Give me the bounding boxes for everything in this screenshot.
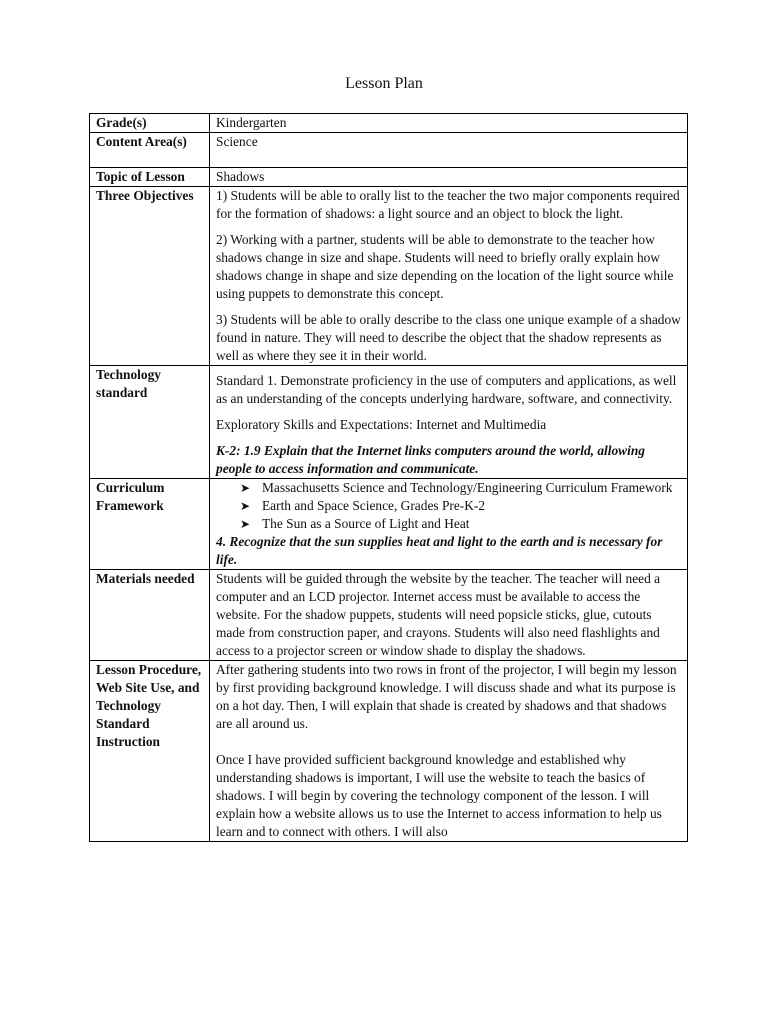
list-item xyxy=(240,497,683,515)
arrow-bullet-icon: ➤ xyxy=(240,517,251,531)
curriculum-bullet-list xyxy=(216,479,683,533)
table-row-technology xyxy=(90,366,688,479)
exploratory-skills-text: Exploratory Skills and Expectations: Internet and Multimedia xyxy=(216,417,547,432)
technology-standard-text: Standard 1. Demonstrate proficiency in the use of computers and applications, as well as an understanding of the concepts underlying hardware, software, and connectivity. xyxy=(216,373,677,406)
technology-value xyxy=(210,366,688,479)
table-row-materials xyxy=(90,570,688,661)
procedure-value xyxy=(210,661,688,842)
curriculum-value xyxy=(210,479,688,570)
table-row-objectives xyxy=(90,187,688,366)
procedure-paragraph-1: After gathering students into two rows in front of the projector, I will begin my lesson by first providing background knowledge. I will discuss shade and what its purpose is on a hot day. Then, I will explain that shade is created by shadows and that shadows are all around us. xyxy=(216,662,677,731)
table-row-curriculum xyxy=(90,479,688,570)
objective-2: 2) Working with a partner, students will be able to demonstrate to the teacher how shadows change in size and shape. Students will need to briefly orally explain how shadows change in shape and size depending on the location of the light source while using puppets to demonstrate this concept. xyxy=(216,232,674,301)
procedure-label: Lesson Procedure, Web Site Use, and Technology Standard Instruction xyxy=(90,661,210,842)
curriculum-emphasis-text: 4. Recognize that the sun supplies heat and light to the earth and is necessary for life. xyxy=(216,534,663,567)
grade-label: Grade(s) xyxy=(90,114,210,133)
arrow-bullet-icon: ➤ xyxy=(240,481,251,495)
materials-label: Materials needed xyxy=(90,570,210,661)
page-title: Lesson Plan xyxy=(345,75,423,92)
procedure-paragraph-2: Once I have provided sufficient background knowledge and established why understanding shadows is important, I will use the website to teach the basics of shadows. I will begin by covering the technology component of the lesson. I will explain how a website allows us to use the Internet to access information to help us learn and to connect with others. I will also xyxy=(216,752,662,839)
topic-value: Shadows xyxy=(210,168,688,187)
curriculum-bullet-text: Earth and Space Science, Grades Pre-K-2 xyxy=(262,498,486,513)
content-area-value: Science xyxy=(210,133,688,168)
list-item xyxy=(240,479,683,497)
arrow-bullet-icon: ➤ xyxy=(240,499,251,513)
grade-value: Kindergarten xyxy=(210,114,688,133)
table-row-procedure xyxy=(90,661,688,842)
topic-label: Topic of Lesson xyxy=(90,168,210,187)
table-row-topic xyxy=(90,168,688,187)
objective-3: 3) Students will be able to orally describe to the class one unique example of a shadow found in nature. They will need to describe the object that the shadow represents as well as where they see it in their world. xyxy=(216,312,681,363)
list-item xyxy=(240,515,683,533)
curriculum-bullet-text: The Sun as a Source of Light and Heat xyxy=(262,516,470,531)
objectives-label: Three Objectives xyxy=(90,187,210,366)
objective-1: 1) Students will be able to orally list to the teacher the two major components required for the formation of shadows: a light source and an object to block the light. xyxy=(216,188,680,221)
table-row-content-area xyxy=(90,133,688,168)
k2-standard-text: K-2: 1.9 Explain that the Internet links computers around the world, allowing people to access information and communicate. xyxy=(216,443,645,476)
objectives-value xyxy=(210,187,688,366)
curriculum-bullet-text: Massachusetts Science and Technology/Engineering Curriculum Framework xyxy=(262,480,673,495)
curriculum-label: Curriculum Framework xyxy=(90,479,210,570)
materials-value: Students will be guided through the website by the teacher. The teacher will need a computer and an LCD projector. Internet access must be available to access the website. For the shadow puppets, students will need popsicle sticks, glue, cutouts made from construction paper, and crayons. Students will also need flashlights and access to a projector screen or window shade to display the shadows. xyxy=(210,570,688,661)
content-area-label: Content Area(s) xyxy=(90,133,210,168)
technology-label: Technology standard xyxy=(90,366,210,479)
lesson-plan-table xyxy=(89,113,688,842)
table-row-grade xyxy=(90,114,688,133)
